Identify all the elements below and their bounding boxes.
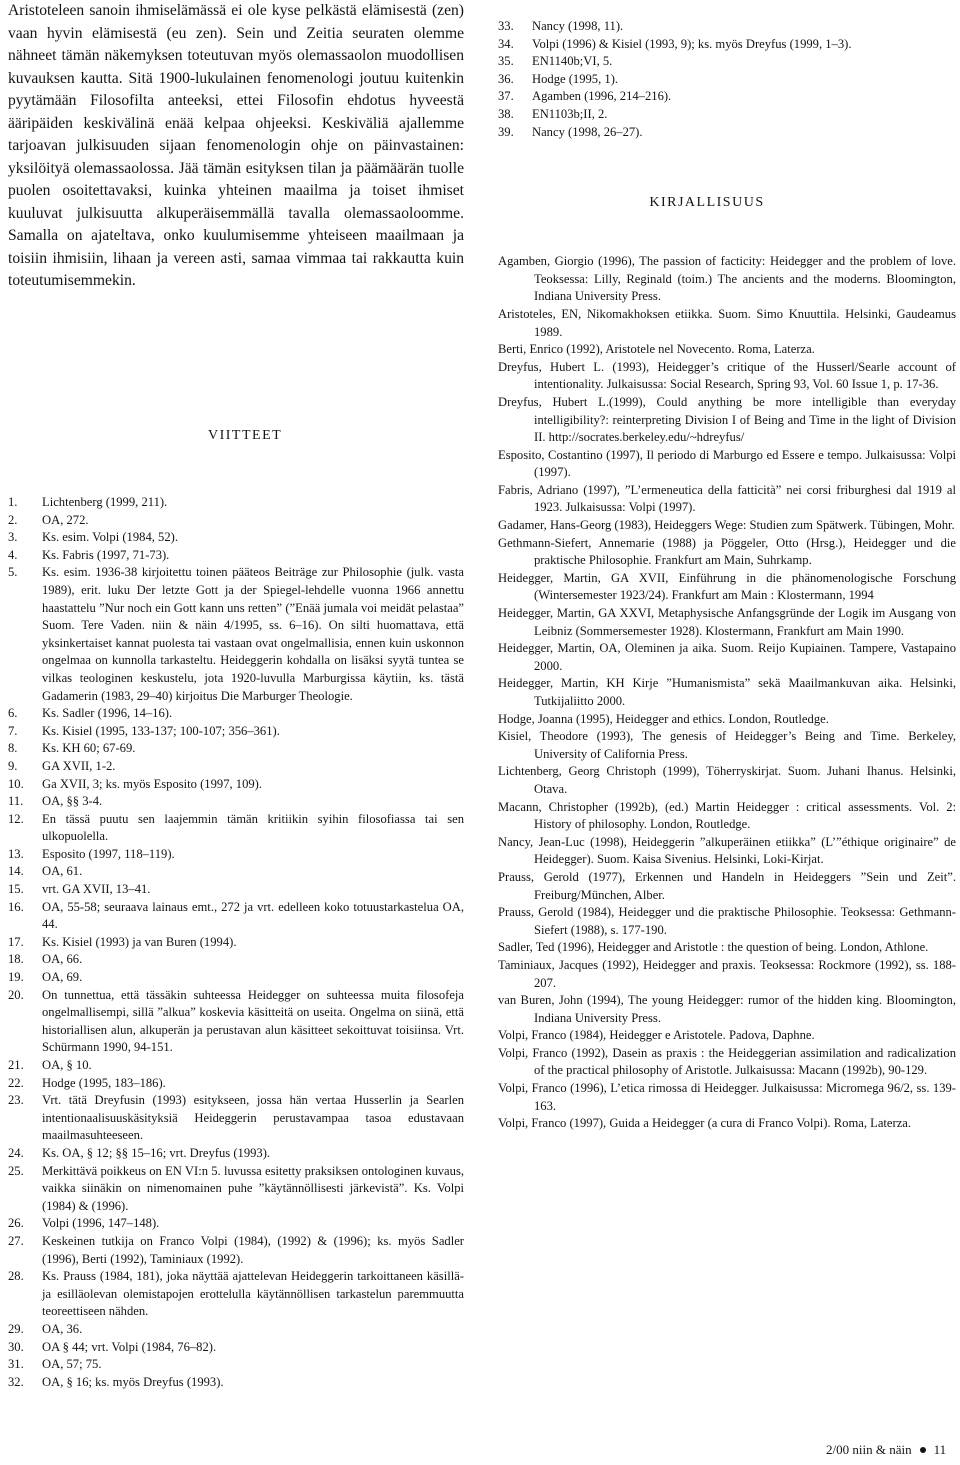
- footnote: [8, 547, 464, 565]
- footnote: [8, 1233, 464, 1268]
- footnote-text: Hodge (1995, 183–186).: [42, 1075, 166, 1090]
- footnote: [8, 1268, 464, 1321]
- footnote-number: 37.: [498, 89, 514, 104]
- footnote-text: Merkittävä poikkeus on EN VI:n 5. luvussa esitetty praksiksen ontologinen kuvaus, vaikka siinäkin on nimenomainen puhe ”käytännöllisesti järkevistä”. Ks. Volpi (1984) & (1996).: [42, 1163, 464, 1213]
- footnote: [8, 969, 464, 987]
- footnote-number: 39.: [498, 124, 514, 139]
- footnote: [498, 18, 956, 36]
- footnote-text: Ks. Sadler (1996, 14–16).: [42, 706, 173, 721]
- footnote: [8, 723, 464, 741]
- footnote-number: 25.: [8, 1163, 24, 1178]
- footnote: [8, 494, 464, 512]
- footnote: [8, 1339, 464, 1357]
- footnote-number: 12.: [8, 811, 24, 826]
- reference-entry: Agamben, Giorgio (1996), The passion of facticity: Heidegger and the problem of love. Teoksessa: Lilly, Reginald (toim.) The ancients and the moderns. Bloomington, Indiana University Press.: [498, 254, 956, 304]
- footnote-text: Ga XVII, 3; ks. myös Esposito (1997, 109).: [42, 776, 263, 791]
- footnote: [8, 758, 464, 776]
- footnote-text: Nancy (1998, 26–27).: [532, 124, 643, 139]
- footnote-text: En tässä puutu sen laajemmin tämän kritiikin syihin filosofiassa tai sen ulkopuolella.: [42, 811, 464, 844]
- footnote-number: 18.: [8, 952, 24, 967]
- footnote-text: Ks. esim. 1936-38 kirjoitettu toinen pääteos Beiträge zur Philosophie (julk. vasta 1989), erit. luku Der letzte Gott ja der Spiegel-lehdelle vuonna 1966 annettu haastattelu ”Nur noch ein Gott kann uns retten” (”Enää jumala voi meidät pelastaa” Suom. Tere Vaden. niin & näin 4/1995, ss. 6–16). On silti huomattava, että yksinkertaiset kannat puolesta tai vastaan ovat ongelmallisia, ennen kuin uskonnon ongelmaa on kunnolla tarkasteltu. Heideggerin kohdalla on lisäksi syytä tuntea se vilkas teologinen keskustelu, jota 1920-luvulla Marburgissa käytiin, ks. tästä Gadamerin (1983, 29–40) kirjoitus Die Marburger Theologie.: [42, 565, 464, 703]
- footnote-text: OA, 57; 75.: [42, 1357, 102, 1372]
- footnote-text: Lichtenberg (1999, 211).: [42, 495, 168, 509]
- footer-page-number: 11: [933, 1442, 947, 1457]
- footnote-number: 10.: [8, 776, 24, 791]
- footnote: [8, 1374, 464, 1392]
- footnote-text: OA § 44; vrt. Volpi (1984, 76–82).: [42, 1339, 217, 1354]
- footnote-text: Ks. KH 60; 67-69.: [42, 741, 136, 756]
- footnote-number: 26.: [8, 1216, 24, 1231]
- footnote: [8, 951, 464, 969]
- footnote-number: 14.: [8, 864, 24, 879]
- reference-entry: Prauss, Gerold (1977), Erkennen und Handeln in Heideggers ”Sein und Zeit”. Freiburg/München, Alber.: [498, 869, 956, 902]
- page-footer: [826, 1442, 946, 1458]
- notes-heading: VIITTEET: [208, 428, 283, 443]
- notes-list-left: [8, 494, 464, 1391]
- reference-entry: Fabris, Adriano (1997), ”L’ermeneutica della fatticità” nei corsi friburghesi dal 1919 al 1923. Julkaisussa: Volpi (1997).: [498, 482, 956, 515]
- footnote-text: GA XVII, 1-2.: [42, 758, 116, 773]
- footnote-text: OA, 272.: [42, 512, 89, 527]
- footnote-number: 2.: [8, 512, 18, 527]
- footnote-number: 17.: [8, 934, 24, 949]
- footnote-number: 22.: [8, 1075, 24, 1090]
- footnote-text: Volpi (1996, 147–148).: [42, 1216, 160, 1231]
- footer-issue: 2/00: [826, 1442, 850, 1457]
- footnote-number: 3.: [8, 530, 18, 545]
- footnote-number: 34.: [498, 36, 514, 51]
- footnote: [8, 1321, 464, 1339]
- footnote-text: OA, 61.: [42, 864, 83, 879]
- footnote-number: 13.: [8, 846, 24, 861]
- reference-entry: Heidegger, Martin, OA, Oleminen ja aika. Suom. Reijo Kupiainen. Tampere, Vastapaino 2000.: [498, 641, 956, 673]
- footnote-text: Ks. Kisiel (1995, 133-137; 100-107; 356–361).: [42, 723, 280, 738]
- reference-entry: Lichtenberg, Georg Christoph (1999), Töherryskirjat. Suom. Juhani Ihanus. Helsinki, Otava.: [498, 764, 956, 796]
- bullet-icon: [920, 1447, 926, 1453]
- footnote: [8, 1215, 464, 1233]
- footnote-number: 23.: [8, 1093, 24, 1108]
- reference-entry: van Buren, John (1994), The young Heidegger: rumor of the hidden king. Bloomington, Indiana University Press.: [498, 993, 956, 1025]
- reference-entry: Volpi, Franco (1984), Heidegger e Aristotele. Padova, Daphne.: [498, 1028, 815, 1043]
- footer-journal: niin & näin: [852, 1442, 912, 1457]
- reference-entry: Gadamer, Hans-Georg (1983), Heideggers Wege: Studien zum Spätwerk. Tübingen, Mohr.: [498, 518, 955, 533]
- reference-entry: Nancy, Jean-Luc (1998), Heideggerin ”alkuperäinen etiikka” (L’”éthique originaire” de Heidegger). Suom. Kaisa Sivenius. Helsinki, Loki-Kirjat.: [498, 834, 956, 867]
- footnote: [8, 740, 464, 758]
- footnote-number: 21.: [8, 1058, 24, 1072]
- footnote-text: Ks. esim. Volpi (1984, 52).: [42, 530, 178, 545]
- reference-entry: Volpi, Franco (1997), Guida a Heidegger (a cura di Franco Volpi). Roma, Laterza.: [498, 1116, 912, 1131]
- footnote-text: OA, 36.: [42, 1321, 83, 1336]
- footnote: [8, 846, 464, 864]
- footnote-number: 36.: [498, 71, 514, 86]
- reference-entry: Taminiaux, Jacques (1992), Heidegger and praxis. Teoksessa: Rockmore (1992), ss. 188-207.: [498, 957, 956, 990]
- reference-entry: Berti, Enrico (1992), Aristotele nel Novecento. Roma, Laterza.: [498, 342, 815, 357]
- footnote-number: 27.: [8, 1233, 24, 1248]
- footnote-text: Volpi (1996) & Kisiel (1993, 9); ks. myös Dreyfus (1999, 1–3).: [532, 36, 852, 51]
- footnote-number: 35.: [498, 54, 514, 69]
- footnote: [8, 1057, 464, 1075]
- reference-entry: Heidegger, Martin, GA XVII, Einführung in die phänomenologische Forschung (Wintersemester 1923/24). Frankfurt am Main : Klostermann, 1994: [498, 570, 956, 603]
- footnote-number: 1.: [8, 495, 18, 509]
- reference-entry: Prauss, Gerold (1984), Heidegger und die praktische Philosophie. Teoksessa: Gethmann-Siefert (1988), s. 177-190.: [498, 905, 956, 937]
- footnote: [8, 881, 464, 899]
- footnote-text: OA, 66.: [42, 952, 83, 967]
- footnote-number: 15.: [8, 882, 24, 897]
- reference-entry: Dreyfus, Hubert L. (1993), Heidegger’s critique of the Husserl/Searle account of intentionality. Julkaisussa: Social Research, Spring 93, Vol. 60 Issue 1, p. 17-36.: [498, 359, 956, 392]
- footnote-text: EN1140b;VI, 5.: [532, 54, 613, 69]
- footnote: [498, 53, 956, 71]
- reference-entry: Kisiel, Theodore (1993), The genesis of Heidegger’s Being and Time. Berkeley, University of California Press.: [498, 729, 956, 761]
- footnote-text: OA, § 16; ks. myös Dreyfus (1993).: [42, 1374, 224, 1389]
- left-column: [8, 0, 464, 1389]
- footnote-number: 4.: [8, 547, 18, 562]
- footnote-text: OA, 55-58; seuraava lainaus emt., 272 ja vrt. edelleen koko totuustarkastelua OA, 44.: [42, 899, 464, 932]
- footnote: [8, 1075, 464, 1093]
- reference-entry: Dreyfus, Hubert L.(1999), Could anything be more intelligible than everyday intelligibility?: reinterpreting Division I of Being and Time in the light of Division II. http://socrates.berkeley.edu/~hdreyfus/: [498, 394, 956, 445]
- footnote-text: Esposito (1997, 118–119).: [42, 846, 175, 861]
- footnote-number: 16.: [8, 899, 24, 914]
- footnote-number: 28.: [8, 1269, 24, 1284]
- footnote: [498, 71, 956, 89]
- footnote: [498, 124, 956, 142]
- footnote-text: On tunnettua, että tässäkin suhteessa Heidegger on suhteessa muita filosofeja ongelmallisempi, sillä ”alkua” koskevia käsitteitä on useita. Ongelma on siinä, että historiallisen alun, alkuperän ja perustavan alun käsitteet sekoittuvat toisiinsa. Vrt. Schürmann 1990, 94-151.: [42, 987, 464, 1055]
- footnote-number: 24.: [8, 1145, 24, 1160]
- footnote-text: OA, § 10.: [42, 1058, 92, 1072]
- footnote-number: 32.: [8, 1374, 24, 1389]
- footnote-text: Ks. OA, § 12; §§ 15–16; vrt. Dreyfus (1993).: [42, 1145, 271, 1160]
- footnote-text: OA, §§ 3-4.: [42, 794, 103, 809]
- footnote: [8, 793, 464, 811]
- reference-entry: Heidegger, Martin, GA XXVI, Metaphysische Anfangsgründe der Logik im Ausgang von Leibniz (Sommersemester 1928). Klostermann, Frankfurt am Main 1990.: [498, 606, 956, 638]
- footnote: [8, 987, 464, 1057]
- footnote-number: 20.: [8, 987, 24, 1002]
- footnote-number: 19.: [8, 970, 24, 985]
- footnote-number: 8.: [8, 741, 18, 756]
- footnote: [8, 1356, 464, 1374]
- footnote-number: 38.: [498, 106, 514, 121]
- footnote-number: 33.: [498, 19, 514, 33]
- footnote: [8, 512, 464, 530]
- footnote-number: 29.: [8, 1321, 24, 1336]
- intro-paragraph: Aristoteleen sanoin ihmiselämässä ei ole kyse pelkästä elämisestä (zen) vaan hyvin elämisestä (eu zen). Sein und Zeitia seuraten olemme nähneet tämän näkemyksen toteutuvan myös olemassaolon muodollisen kuvauksen kautta. Sitä 1900-lukulainen fenomenologi joutuu kuitenkin pyytämään Filosofilta anteeksi, ettei Filosofin ehdotus hyveestä ääripäiden keskivälinä enää kelpaa ohjeeksi. Keskiväliä ajallemme tarjoavan julkisuuden sijaan fenomenologin ohje on päinvastainen: yksilöityä olemassaolossa. Jää tämän esityksen tilan ja päämäärän tuolle puolen osoitettavaksi, kuinka yhteinen maailma ja toiset ihmiset kuuluvat julkisuutta alkuperäisemmällä tavalla olemassaoloomme. Samalla on ajateltava, onko kuulumisemme yhteiseen maailmaan ja toisiin ihmisiin, lihaan ja vereen asti, samaa vimmaa tai rakkautta kuin toteutumisemmekin.: [8, 2, 464, 289]
- reference-entry: Volpi, Franco (1996), L’etica rimossa di Heidegger. Julkaisussa: Micromega 96/2, ss. 139-163.: [498, 1081, 956, 1113]
- literature-list: [498, 253, 956, 1133]
- footnote-number: 9.: [8, 758, 18, 773]
- footnote-number: 31.: [8, 1357, 24, 1372]
- footnote-text: Ks. Fabris (1997, 71-73).: [42, 547, 170, 562]
- reference-entry: Aristoteles, EN, Nikomakhoksen etiikka. Suom. Simo Knuuttila. Helsinki, Gaudeamus 1989.: [498, 306, 956, 339]
- footnote: [498, 88, 956, 106]
- footnote: [498, 106, 956, 124]
- footnote: [8, 899, 464, 934]
- footnote-number: 7.: [8, 723, 18, 738]
- footnote: [8, 1092, 464, 1145]
- footnote-text: Ks. Prauss (1984, 181), joka näyttää ajattelevan Heideggerin tarkoittaneen käsillä- ja esilläolevan olemistapojen erottelulla käytännöllisen tarkastelun paremmuutta teoreettiseen nähden.: [42, 1269, 464, 1319]
- notes-list-right: [498, 18, 956, 141]
- footnote-number: 6.: [8, 706, 18, 721]
- reference-entry: Hodge, Joanna (1995), Heidegger and ethics. London, Routledge.: [498, 711, 829, 726]
- reference-entry: Sadler, Ted (1996), Heidegger and Aristotle : the question of being. London, Athlone.: [498, 940, 929, 955]
- footnote-text: Hodge (1995, 1).: [532, 71, 619, 86]
- footnote-text: OA, 69.: [42, 970, 83, 985]
- footnote-number: 11.: [8, 794, 24, 809]
- footnote: [8, 1163, 464, 1216]
- footnote: [8, 811, 464, 846]
- reference-entry: Macann, Christopher (1992b), (ed.) Martin Heidegger : critical assessments. Vol. 2: History of philosophy. London, Routledge.: [498, 799, 956, 832]
- footnote-text: Agamben (1996, 214–216).: [532, 89, 672, 104]
- footnote-text: Ks. Kisiel (1993) ja van Buren (1994).: [42, 934, 237, 949]
- right-column: [498, 18, 956, 1133]
- footnote-text: Vrt. tätä Dreyfusin (1993) esitykseen, jossa hän vertaa Husserlin ja Searlen intentionaalisuuskäsityksiä Heideggerin perustavampaa tasoa edustavaan maailmasuhteeseen.: [42, 1093, 464, 1143]
- footnote: [8, 1145, 464, 1163]
- footnote-number: 30.: [8, 1339, 24, 1354]
- reference-entry: Gethmann-Siefert, Annemarie (1988) ja Pöggeler, Otto (Hrsg.), Heidegger und die praktische Philosophie. Frankfurt am Main, Suhrkamp.: [498, 535, 956, 568]
- footnote-text: vrt. GA XVII, 13–41.: [42, 882, 151, 897]
- footnote-text: Keskeinen tutkija on Franco Volpi (1984), (1992) & (1996); ks. myös Sadler (1996), Berti (1992), Taminiaux (1992).: [42, 1233, 464, 1266]
- footnote: [8, 705, 464, 723]
- footnote-number: 5.: [8, 565, 18, 580]
- footnote: [498, 36, 956, 54]
- footnote-text: EN1103b;II, 2.: [532, 106, 608, 121]
- reference-entry: Esposito, Costantino (1997), Il periodo di Marburgo ed Essere e tempo. Julkaisussa: Volpi (1997).: [498, 447, 956, 480]
- reference-entry: Volpi, Franco (1992), Dasein as praxis : the Heideggerian assimilation and radicalization of the practical philosophy of Aristotle. Julkaisussa: Macann (1992b), 90-129.: [498, 1045, 956, 1078]
- footnote: [8, 529, 464, 547]
- footnote-text: Nancy (1998, 11).: [532, 19, 624, 33]
- literature-heading: KIRJALLISUUS: [649, 195, 765, 211]
- footnote: [8, 863, 464, 881]
- footnote: [8, 564, 464, 705]
- reference-entry: Heidegger, Martin, KH Kirje ”Humanismista” sekä Maailmankuvan aika. Helsinki, Tutkijaliitto 2000.: [498, 676, 956, 708]
- footnote: [8, 934, 464, 952]
- footnote: [8, 776, 464, 794]
